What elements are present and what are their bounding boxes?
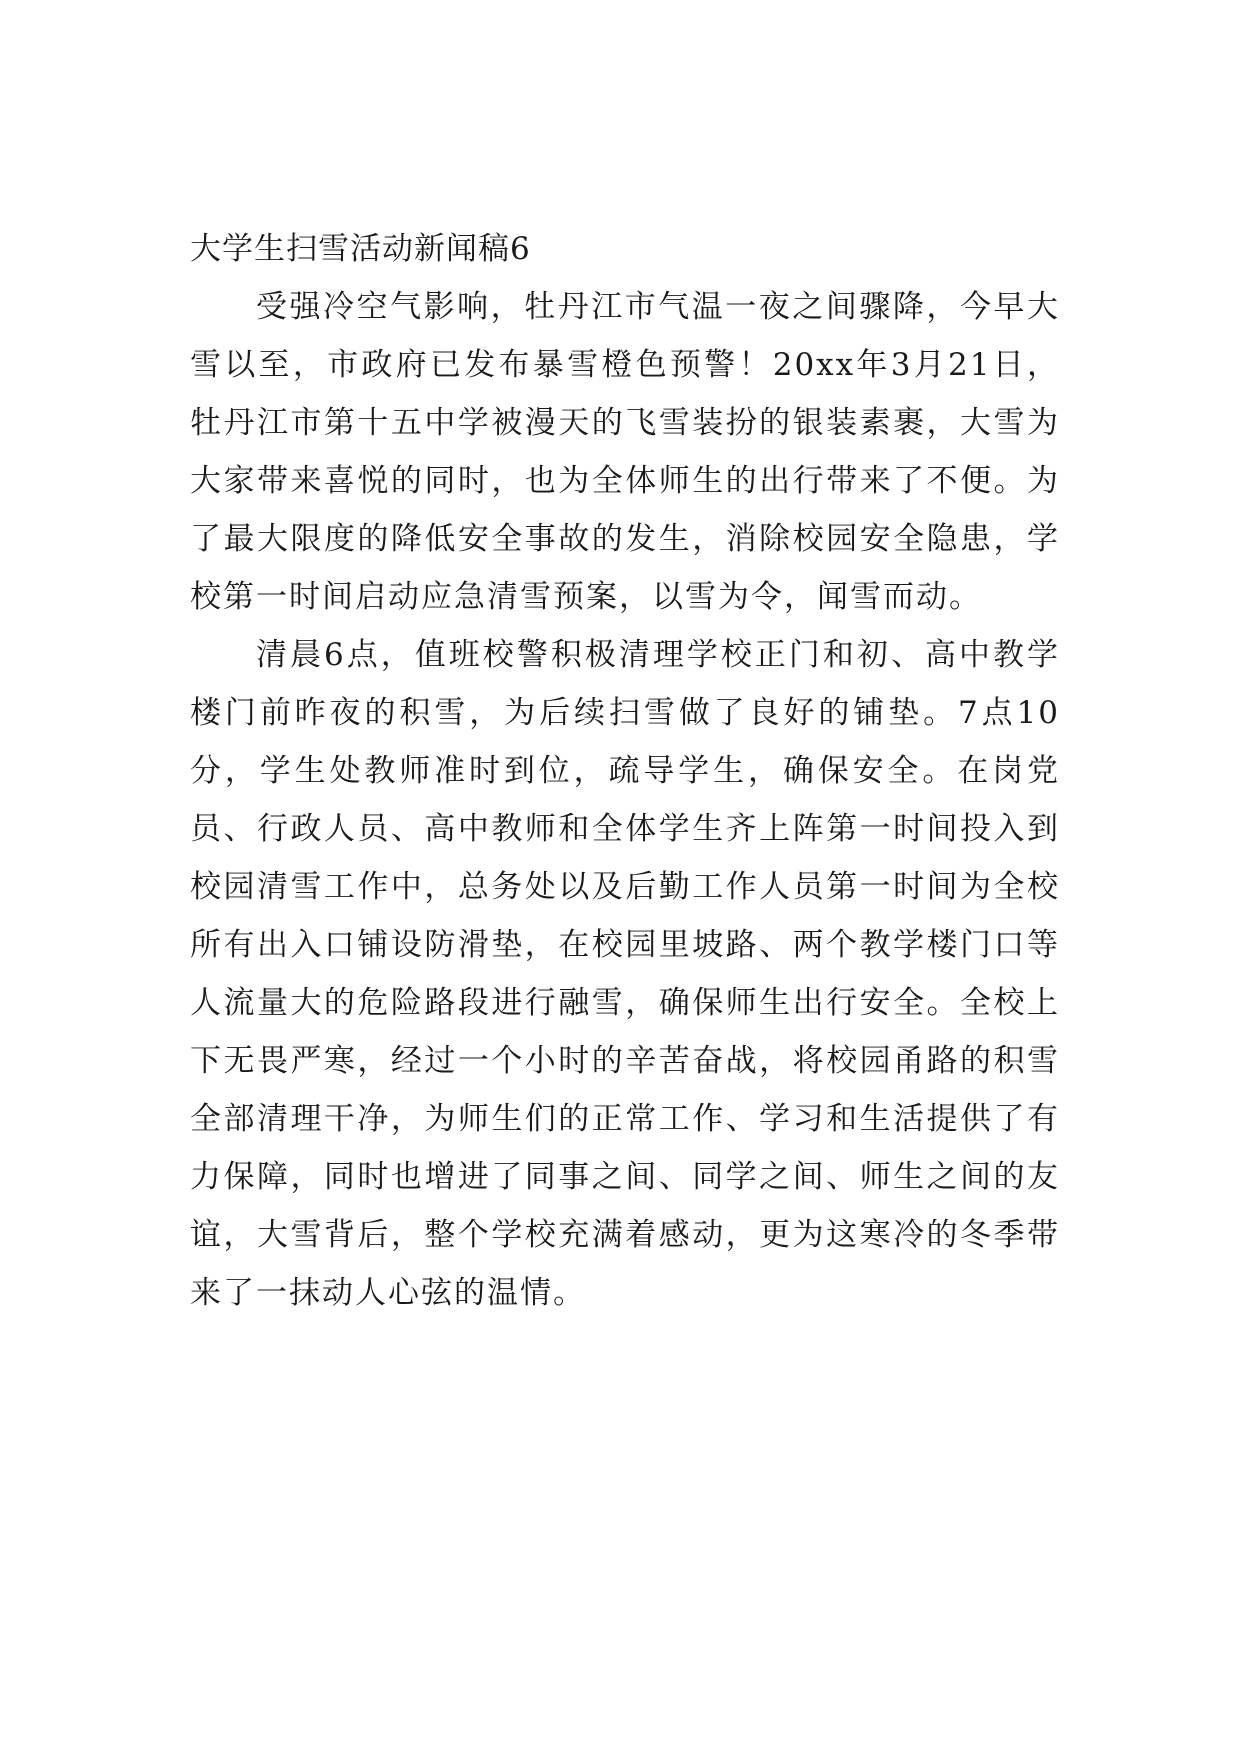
paragraph-1: 受强冷空气影响，牡丹江市气温一夜之间骤降，今早大雪以至，市政府已发布暴雪橙色预警！20xx年3月21日，牡丹江市第十五中学被漫天的飞雪装扮的银装素裹，大雪为大家带来喜悦的同时，也为全体师生的出行带来了不便。为了最大限度的降低安全事故的发生，消除校园安全隐患，学校第一时间启动应急清雪预案，以雪为令，闻雪而动。	[190, 289, 1060, 615]
document-body	[190, 220, 1060, 1322]
paragraph-2: 清晨6点，值班校警积极清理学校正门和初、高中教学楼门前昨夜的积雪，为后续扫雪做了良好的铺垫。7点10分，学生处教师准时到位，疏导学生，确保安全。在岗党员、行政人员、高中教师和全体学生齐上阵第一时间投入到校园清雪工作中，总务处以及后勤工作人员第一时间为全校所有出入口铺设防滑垫，在校园里坡路、两个教学楼门口等人流量大的危险路段进行融雪，确保师生出行安全。全校上下无畏严寒，经过一个小时的辛苦奋战，将校园甬路的积雪全部清理干净，为师生们的正常工作、学习和生活提供了有力保障，同时也增进了同事之间、同学之间、师生之间的友谊，大雪背后，整个学校充满着感动，更为这寒冷的冬季带来了一抹动人心弦的温情。	[190, 637, 1060, 1311]
document-title: 大学生扫雪活动新闻稿6	[190, 231, 531, 267]
